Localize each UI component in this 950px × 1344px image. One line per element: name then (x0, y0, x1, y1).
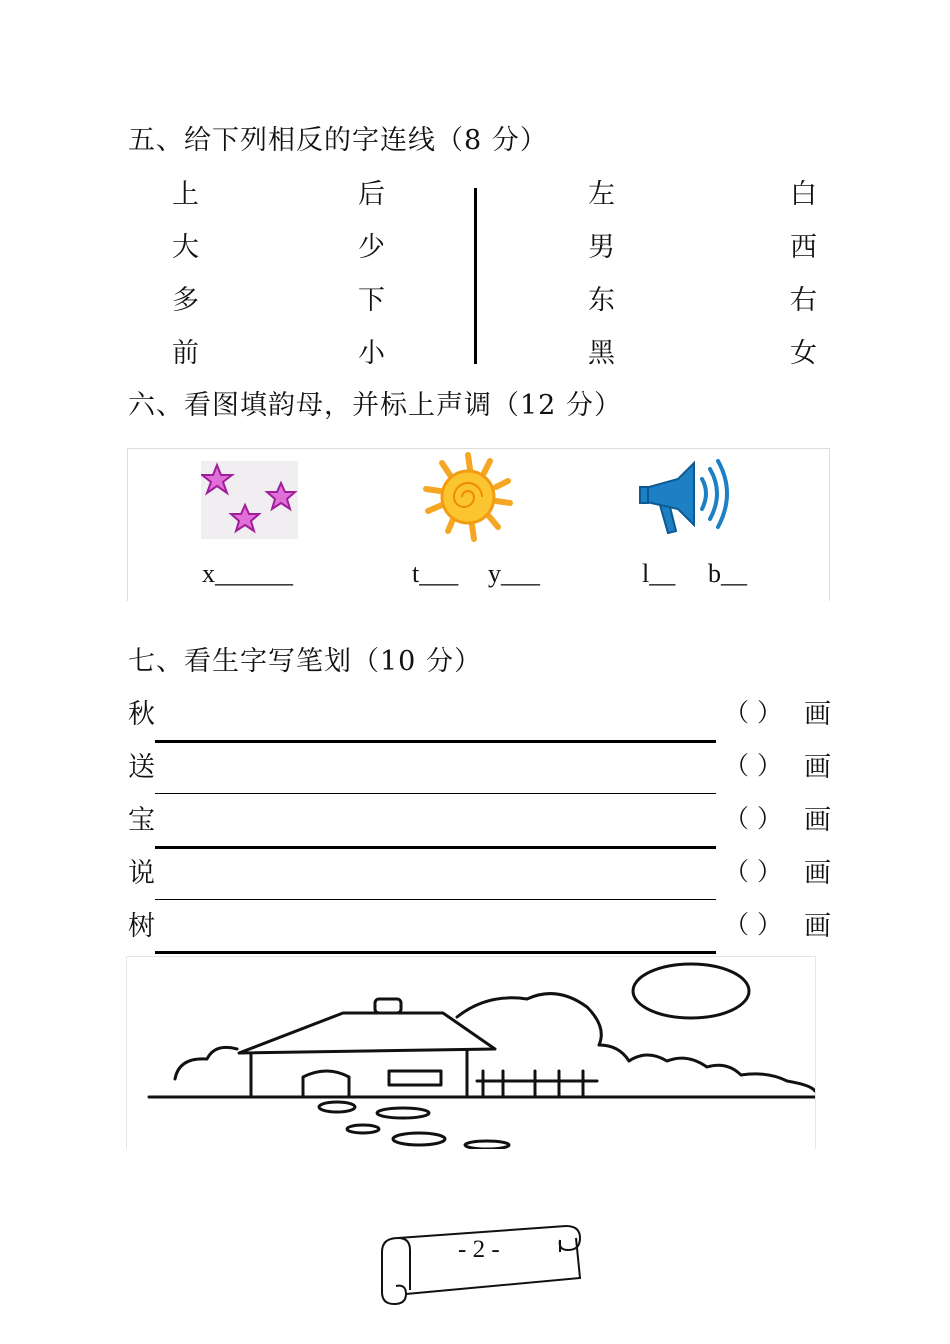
left-col2-item: 下 (358, 285, 385, 316)
right-col1-item: 左 (588, 179, 615, 210)
stroke-char: 树 (128, 911, 155, 942)
stroke-unit: 画 (804, 858, 831, 889)
pinyin-blank[interactable]: b__ (708, 559, 747, 588)
writing-line[interactable] (155, 899, 716, 900)
stroke-char: 宝 (128, 805, 155, 836)
stroke-unit: 画 (804, 699, 831, 730)
left-col2-item: 少 (358, 232, 385, 263)
stroke-unit: 画 (804, 752, 831, 783)
writing-line[interactable] (155, 793, 716, 794)
stroke-unit: 画 (804, 911, 831, 942)
right-col1-item: 黑 (588, 338, 615, 369)
left-col1-item: 前 (172, 338, 199, 369)
page-number: - 2 - (458, 1236, 500, 1263)
writing-line[interactable] (155, 740, 716, 743)
writing-line[interactable] (155, 951, 716, 954)
right-col1-item: 男 (588, 232, 615, 263)
section5-title: 五、给下列相反的字连线（8 分） (128, 125, 548, 156)
megaphone-icon (638, 455, 734, 537)
section7-title: 七、看生字写笔划（10 分） (128, 646, 482, 677)
left-col1-item: 上 (172, 179, 199, 210)
stroke-count-blank[interactable]: （ ） (724, 698, 782, 727)
right-col2-item: 西 (790, 232, 817, 263)
right-col2-item: 白 (790, 179, 817, 210)
right-col1-item: 东 (588, 285, 615, 316)
pinyin-picture-panel (127, 448, 830, 601)
stroke-count-blank[interactable]: （ ） (724, 751, 782, 780)
stroke-count-blank[interactable]: （ ） (724, 910, 782, 939)
left-col1-item: 多 (172, 285, 199, 316)
stroke-unit: 画 (804, 805, 831, 836)
left-col2-item: 小 (358, 338, 385, 369)
sun-icon (420, 451, 516, 543)
house-scene-icon (126, 956, 816, 1149)
left-col2-item: 后 (358, 179, 385, 210)
pinyin-blank[interactable]: y___ (488, 559, 540, 588)
pinyin-blank[interactable]: l__ (642, 559, 676, 588)
stroke-char: 说 (128, 858, 155, 889)
right-col2-item: 女 (790, 338, 817, 369)
pinyin-blank[interactable]: t___ (412, 559, 459, 588)
stroke-count-blank[interactable]: （ ） (724, 804, 782, 833)
divider-line (474, 188, 477, 364)
pinyin-blank[interactable]: x______ (202, 559, 293, 588)
stroke-char: 送 (128, 752, 155, 783)
stroke-count-blank[interactable]: （ ） (724, 857, 782, 886)
section6-title: 六、看图填韵母，并标上声调（12 分） (128, 390, 622, 421)
left-col1-item: 大 (172, 232, 199, 263)
writing-line[interactable] (155, 846, 716, 849)
stars-icon (201, 461, 298, 539)
right-col2-item: 右 (790, 285, 817, 316)
stroke-char: 秋 (128, 699, 155, 730)
